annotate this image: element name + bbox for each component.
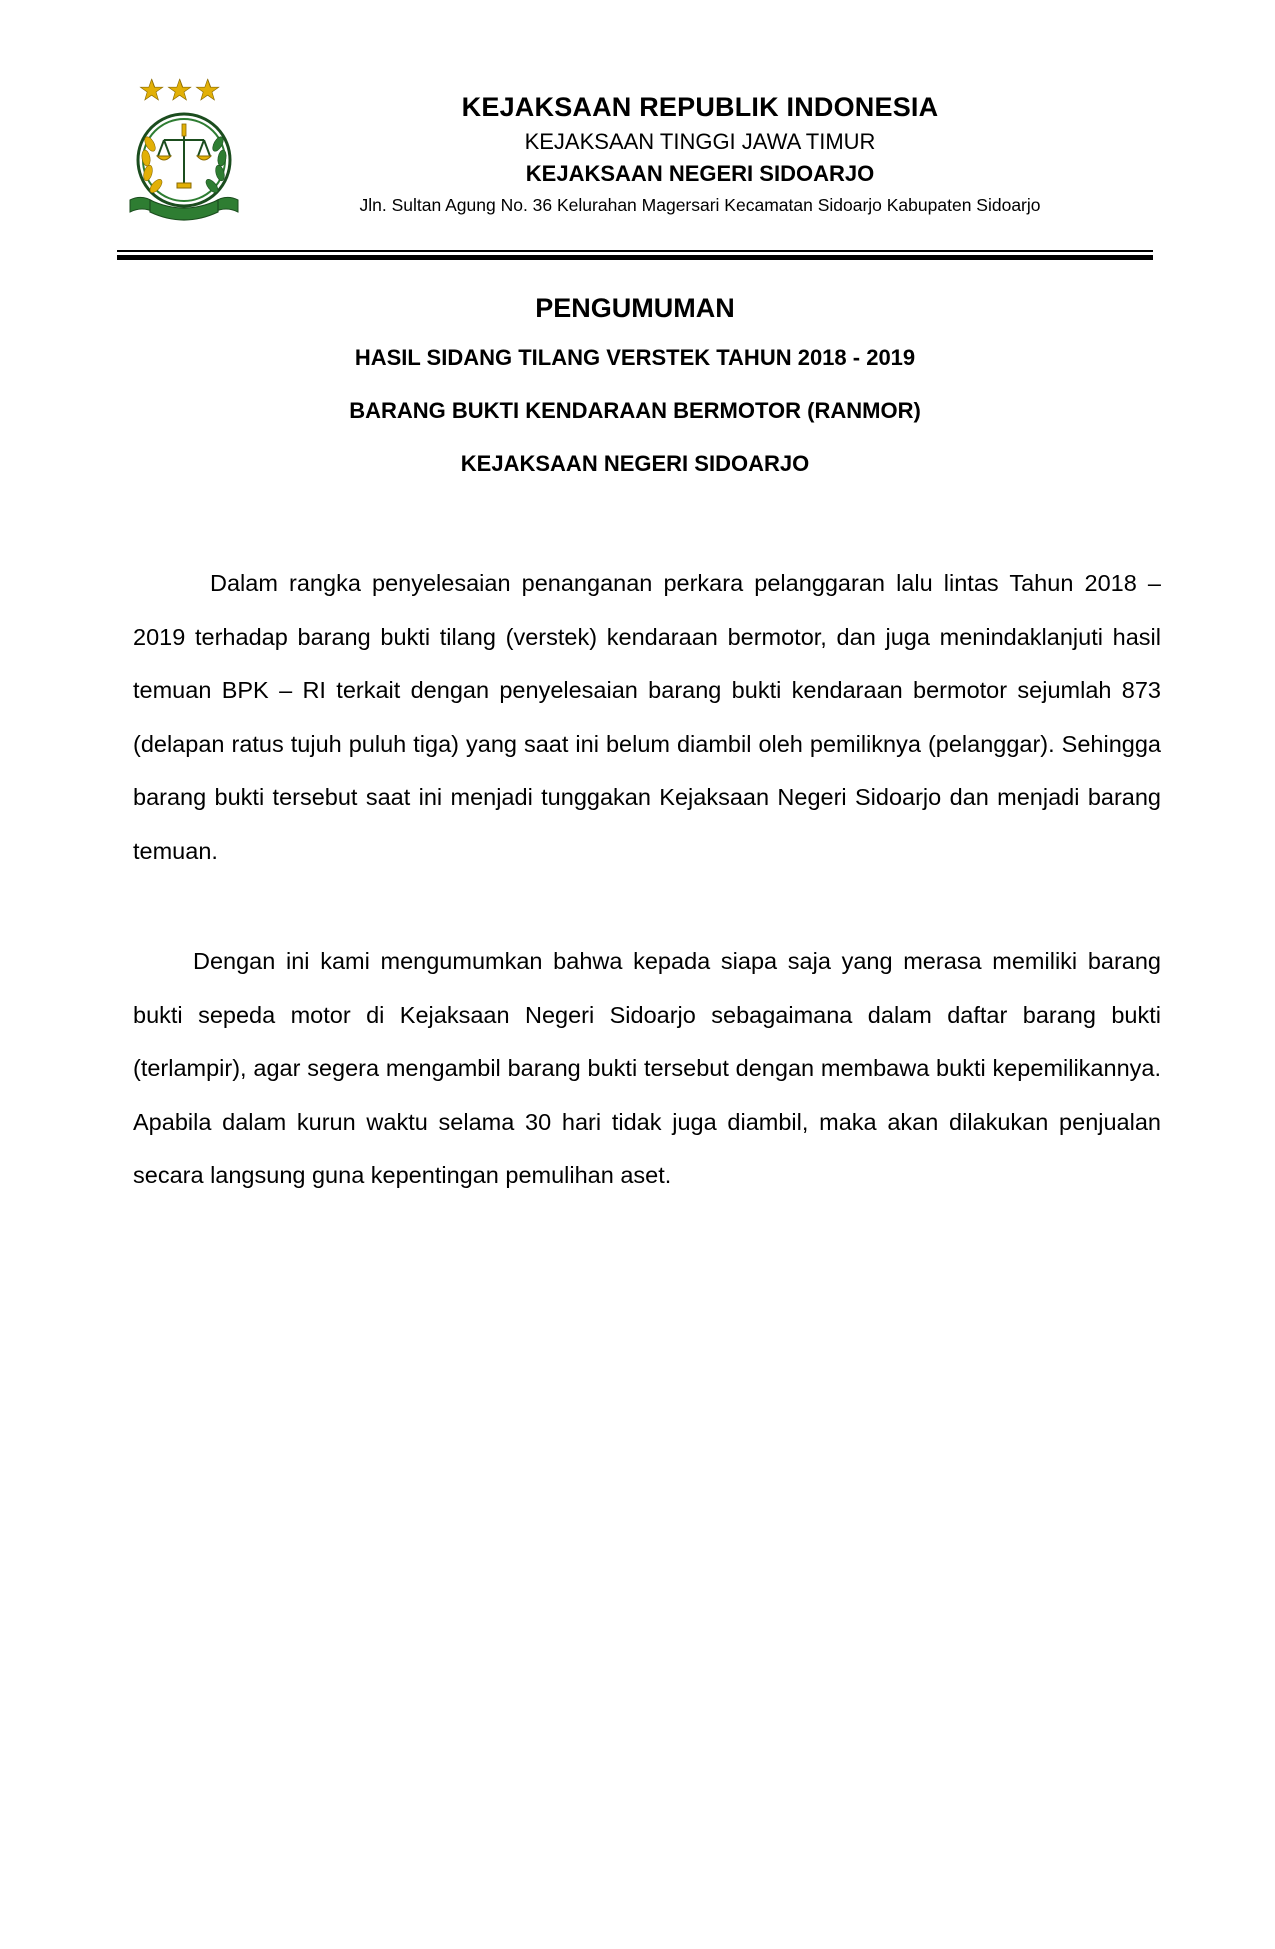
announcement-subtitle-1: HASIL SIDANG TILANG VERSTEK TAHUN 2018 - 2019 [354, 345, 916, 370]
office-address: Jln. Sultan Agung No. 36 Kelurahan Magersari Kecamatan Sidoarjo Kabupaten Sidoarjo [359, 195, 1041, 215]
letterhead [285, 88, 1115, 219]
high-office-name: KEJAKSAAN TINGGI JAWA TIMUR [524, 129, 876, 154]
announcement-subtitle-3: KEJAKSAAN NEGERI SIDOARJO [460, 451, 810, 476]
district-office-name: KEJAKSAAN NEGERI SIDOARJO [525, 161, 875, 186]
announcement-title: PENGUMUMAN [535, 293, 735, 323]
letterhead-divider-thin [117, 250, 1153, 252]
body-paragraph-1: Dalam rangka penyelesaian penanganan perkara pelanggaran lalu lintas Tahun 2018 – 2019 terhadap barang bukti tilang (verstek) kendaraan bermotor, dan juga menindaklanjuti hasil temuan BPK – RI terkait dengan penyelesaian barang bukti kendaraan bermotor sejumlah 873 (delapan ratus tujuh puluh tiga) yang saat ini belum diambil oleh pemiliknya (pelanggar). Sehingga barang bukti tersebut saat ini menjadi tunggakan Kejaksaan Negeri Sidoarjo dan menjadi barang temuan. [133, 570, 1161, 864]
institution-name: KEJAKSAAN REPUBLIK INDONESIA [461, 92, 939, 122]
announcement-heading [117, 288, 1153, 480]
body-paragraph-2: Dengan ini kami mengumumkan bahwa kepada siapa saja yang merasa memiliki barang bukti sepeda motor di Kejaksaan Negeri Sidoarjo sebagaimana dalam daftar barang bukti (terlampir), agar segera mengambil barang bukti tersebut dengan membawa bukti kepemilikannya. Apabila dalam kurun waktu selama 30 hari tidak juga diambil, maka akan dilakukan penjualan secara langsung guna kepentingan pemulihan aset. [133, 948, 1161, 1188]
announcement-subtitle-2: BARANG BUKTI KENDARAAN BERMOTOR (RANMOR) [349, 398, 921, 423]
kejaksaan-emblem-icon [122, 78, 272, 228]
letterhead-divider-thick [117, 255, 1153, 260]
